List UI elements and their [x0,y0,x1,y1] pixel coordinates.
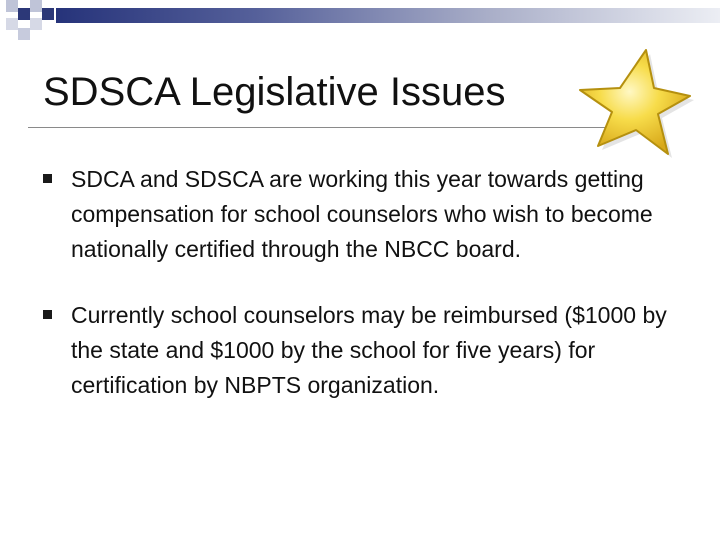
bullet-text: SDCA and SDSCA are working this year towards getting compensation for school counselors who wish to become nationally certified through the NBCC board. [71,166,653,262]
corner-checker-decoration [0,0,60,44]
slide-title: SDSCA Legislative Issues [43,70,506,114]
bullet-text: Currently school counselors may be reimbursed ($1000 by the state and $1000 by the school for five years) for certification by NBPTS organization. [71,302,667,398]
square-bullet-icon [43,310,52,319]
bullet-item [43,162,683,267]
star-icon [574,46,694,160]
bullet-list [43,162,683,434]
title-divider [28,127,640,128]
square-bullet-icon [43,174,52,183]
header-gradient-bar [56,8,720,23]
bullet-item [43,298,683,403]
